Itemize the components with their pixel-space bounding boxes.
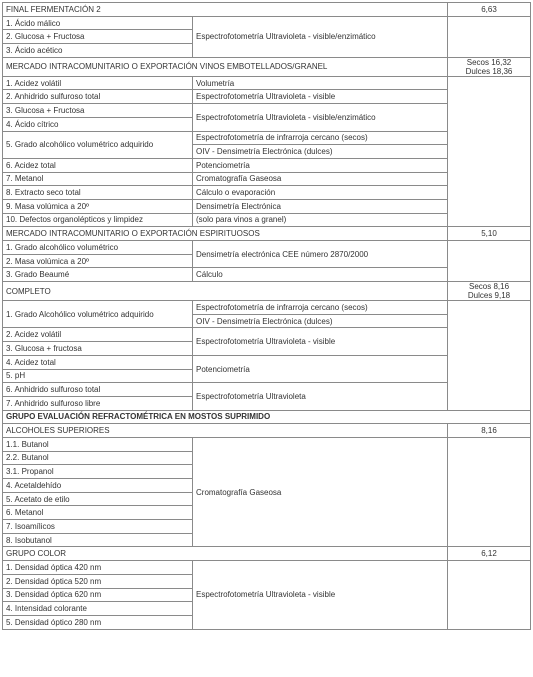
parameter-cell: 2. Masa volúmica a 20º [3,254,193,268]
method-cell: Cálculo [193,268,448,282]
price-blank-cell [448,76,531,227]
section-price [448,424,531,438]
method-cell: Espectrofotometría de infrarroja cercano (secos) [193,301,448,315]
parameter-cell: 7. Metanol [3,172,193,186]
parameter-cell: 1. Ácido málico [3,16,193,30]
section-title: FINAL FERMENTACIÓN 2 [3,3,448,17]
section-price [448,227,531,241]
section-title: MERCADO INTRACOMUNITARIO O EXPORTACIÓN ESPIRITUOSOS [3,227,448,241]
section-header-row [3,57,531,76]
parameter-cell: 3. Ácido acético [3,44,193,58]
section-title: GRUPO EVALUACIÓN REFRACTOMÉTRICA EN MOSTOS SUPRIMIDO [3,410,531,424]
parameter-cell: 5. Grado alcohólico volumétrico adquirido [3,131,193,158]
section-title: ALCOHOLES SUPERIORES [3,424,448,438]
table-row [3,301,531,315]
method-cell: Espectrofotometría de infrarroja cercano (secos) [193,131,448,145]
section-header-row [3,3,531,17]
price-table-body [3,3,531,630]
section-header-row [3,227,531,241]
method-cell: Potenciometría [193,158,448,172]
section-price [448,3,531,17]
parameter-cell: 10. Defectos organolépticos y limpidez [3,213,193,227]
method-cell: Espectrofotometría Ultravioleta [193,383,448,410]
parameter-cell: 2. Glucosa + Fructosa [3,30,193,44]
parameter-cell: 2.2. Butanol [3,451,193,465]
price-value: 8,16 [481,426,497,436]
parameter-cell: 5. pH [3,369,193,383]
price-value: Secos 16,32 [466,57,512,67]
parameter-cell: 1.1. Butanol [3,437,193,451]
method-cell: Cromatografía Gaseosa [193,437,448,547]
parameter-cell: 7. Anhidrido sulfuroso libre [3,396,193,410]
price-value-secondary: Dulces 18,36 [465,66,513,76]
price-blank-cell [448,437,531,547]
table-row [3,437,531,451]
price-value-secondary: Dulces 9,18 [467,291,511,301]
section-price [448,282,531,301]
price-blank-cell [448,301,531,411]
method-cell: Espectrofotometría Ultravioleta - visible [193,561,448,629]
price-blank-cell [448,16,531,57]
price-blank-cell [448,241,531,282]
parameter-cell: 1. Acidez volátil [3,76,193,90]
method-cell: Volumetría [193,76,448,90]
method-cell: Espectrofotometría Ultravioleta - visible [193,328,448,355]
parameter-cell: 4. Acetaldehído [3,479,193,493]
method-cell: Densimetría electrónica CEE número 2870/2000 [193,241,448,268]
method-cell: Espectrofotometría Ultravioleta - visible/enzimático [193,16,448,57]
price-value: 5,10 [481,229,497,239]
parameter-cell: 2. Anhidrido sulfuroso total [3,90,193,104]
method-cell: OIV - Densimetría Electrónica (dulces) [193,314,448,328]
parameter-cell: 9. Masa volúmica a 20º [3,199,193,213]
parameter-cell: 2. Densidad óptica 520 nm [3,574,193,588]
section-header-row [3,424,531,438]
price-table [2,2,531,630]
section-title: COMPLETO [3,282,448,301]
table-row [3,561,531,575]
method-cell: Densimetría Electrónica [193,199,448,213]
section-title: GRUPO COLOR [3,547,448,561]
parameter-cell: 3. Glucosa + Fructosa [3,104,193,118]
section-price [448,547,531,561]
parameter-cell: 3. Grado Beaumé [3,268,193,282]
section-price [448,57,531,76]
section-header-row [3,410,531,424]
section-header-row [3,547,531,561]
method-cell: OIV - Densimetría Electrónica (dulces) [193,145,448,159]
price-value: 6,63 [481,4,497,14]
parameter-cell: 1. Grado alcohólico volumétrico [3,241,193,255]
method-cell: Cálculo o evaporación [193,186,448,200]
table-row [3,241,531,255]
parameter-cell: 4. Acidez total [3,355,193,369]
parameter-cell: 6. Anhidrido sulfuroso total [3,383,193,397]
parameter-cell: 6. Acidez total [3,158,193,172]
method-cell: Cromatografía Gaseosa [193,172,448,186]
method-cell: Espectrofotometría Ultravioleta - visible/enzimático [193,104,448,131]
table-row [3,76,531,90]
parameter-cell: 6. Metanol [3,506,193,520]
parameter-cell: 3. Glucosa + fructosa [3,342,193,356]
method-cell: Espectrofotometría Ultravioleta - visible [193,90,448,104]
parameter-cell: 8. Isobutanol [3,533,193,547]
section-header-row [3,282,531,301]
parameter-cell: 4. Ácido cítrico [3,117,193,131]
method-cell: (solo para vinos a granel) [193,213,448,227]
parameter-cell: 1. Grado Alcohólico volumétrico adquirido [3,301,193,328]
price-value: Secos 8,16 [468,282,510,292]
price-value: 6,12 [481,549,497,559]
parameter-cell: 5. Acetato de etilo [3,492,193,506]
parameter-cell: 3. Densidad óptica 620 nm [3,588,193,602]
parameter-cell: 8. Extracto seco total [3,186,193,200]
parameter-cell: 2. Acidez volátil [3,328,193,342]
section-title: MERCADO INTRACOMUNITARIO O EXPORTACIÓN VINOS EMBOTELLADOS/GRANEL [3,57,448,76]
method-cell: Potenciometría [193,355,448,382]
parameter-cell: 5. Densidad óptico 280 nm [3,615,193,629]
parameter-cell: 7. Isoamílicos [3,520,193,534]
parameter-cell: 1. Densidad óptica 420 nm [3,561,193,575]
parameter-cell: 4. Intensidad colorante [3,602,193,616]
table-row [3,16,531,30]
price-blank-cell [448,561,531,629]
parameter-cell: 3.1. Propanol [3,465,193,479]
